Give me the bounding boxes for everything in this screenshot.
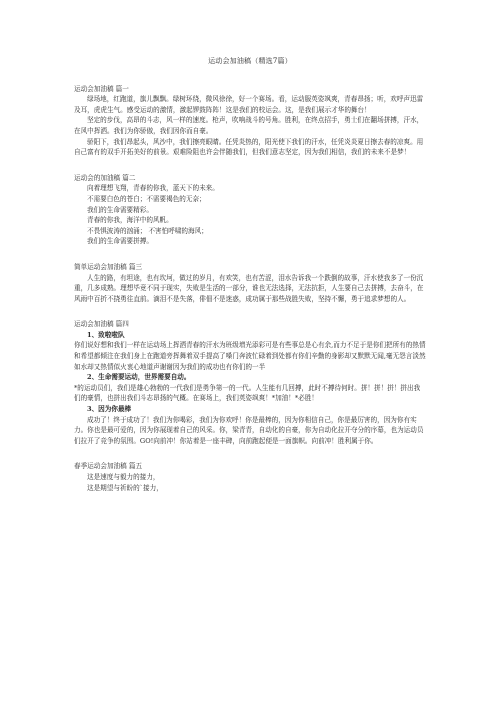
- section-heading: 运动会加油稿 篇四: [74, 320, 129, 329]
- item-text: 你们说好想和我们一样在运动场上挥洒青春的汗水为班级增光添彩可是有些事总是心有余,而力不足于是你们把所有的热情和希望都倾注在我们身上在跑道旁挥舞着双手提高了嗓门奔波忙碌着到处都有你们辛勤的身影却又默默无闻,毫无怨言淡然如水却又热情似火衷心地道声谢谢因为我们的成功也有你们的一半: [74, 341, 426, 371]
- section-heading: 春季运动会加油稿 篇五: [74, 462, 143, 471]
- section-heading: 运动会的加油稿 篇二: [74, 173, 136, 182]
- item-label: 1、致啦啦队: [87, 330, 125, 339]
- item-text: 成功了！终于成功了！我们为你喝彩，我们为你欢呼！你是最棒的，因为你相信自己，你是最厉害的，因为你有实力。你也是最可爱的，因为你展现着自己的风采。你，梁青青，自动化的自豪，你为自动化拉开夺分的序幕，也为运动员们拉开了竞争的氛围。GO!向前冲！你站着是一座丰碑，向前跑起便是一面旗帜。向前冲！胜利属于你。: [74, 415, 424, 445]
- item-label: 3、因为你最棒: [87, 405, 132, 414]
- item-label: 2、生命需要运动，世界需要自动。: [87, 373, 191, 382]
- verse-line: 向着理想飞翔，青春的你我，蓝天下的未来。: [87, 184, 219, 193]
- verse-line: 这是速度与毅力的接力，: [87, 473, 160, 481]
- section-2: [74, 173, 426, 247]
- section-1: [74, 84, 426, 158]
- verse-line: 这是期望与祈盼的`接力，: [87, 483, 163, 492]
- verse-line: 不畏惧波涛的汹涌； 不害怕呼啸的海风；: [87, 226, 208, 235]
- paragraph: 骄阳下，我们昂起头，风沙中，我们擦亮眼睛。任凭炎热的，阳光使下我们的汗水，任凭炎炎夏日擦去春的凉爽。用自己富有的双手开拓美好的前景。艰难险阻也许会伴随我们，但我们意志坚定，因为我们相信，我们的未来不是梦！: [74, 137, 424, 157]
- verse-line: 我们的生命需要精彩。: [87, 205, 153, 214]
- section-5: [74, 461, 426, 493]
- paragraph: 绿场地，红跑道，旗儿飘飘。绿树环绕，微风徐徐，好一个赛场。看，运动服英姿飒爽，青春昂扬；听，欢呼声迅雷及耳，虎虎生气。感受运动的激情，激起锣鼓阵阵！这是我们的校运会。这，是我们展示才华的舞台！: [74, 95, 424, 114]
- verse-line: 不需要白色的苍白；不需要褐色的无奈；: [87, 194, 206, 203]
- section-3: [74, 262, 426, 304]
- section-heading: 运动会加油稿 篇一: [74, 84, 129, 93]
- paragraph: 人生的路，有坦途，也有坎坷，做过的岁月，有欢笑，也有苦涩，泪水告诉我一个跌倒的故事，汗水使我多了一份沉重，几多成熟。理想毕竟不同于现实，失败是生活的一部分，谁也无法选择，无法抗拒，人生要自己去拼搏，去奋斗，在风雨中百折不挠勇往直前。滴泪不是失落，俳佃不是迷惑，成功属于那些战胜失败，坚持不懈，勇于追求梦想的人。: [74, 273, 424, 303]
- verse-line: 青春的你我，海洋中的风帆。: [87, 216, 173, 225]
- document-title: 运动会加油稿（精选7篇）: [208, 57, 292, 65]
- item-text: *的运动员们，我们是雄心勃勃的一代我们是勇争第一的一代。人生能有几回搏，此时不搏待何时。拼！拼！拼！拼出我们的豪情，也拼出我们斗志昂扬的气概。在赛场上，我们英姿飒爽！*加油！*必胜！: [74, 383, 421, 403]
- paragraph: 坚定的步伐，高昂的斗志，风一样的速度。枪声，吹响战斗的号角。胜利，在终点招手，勇士们在翻场拼搏，汗水，在风中挥洒。我们为你骄傲，我们因你而自豪。: [74, 116, 424, 135]
- section-heading: 简单运动会加油稿 篇三: [74, 262, 143, 271]
- verse-line: 我们的生命需要拼搏。: [87, 237, 153, 246]
- section-4: [74, 319, 426, 446]
